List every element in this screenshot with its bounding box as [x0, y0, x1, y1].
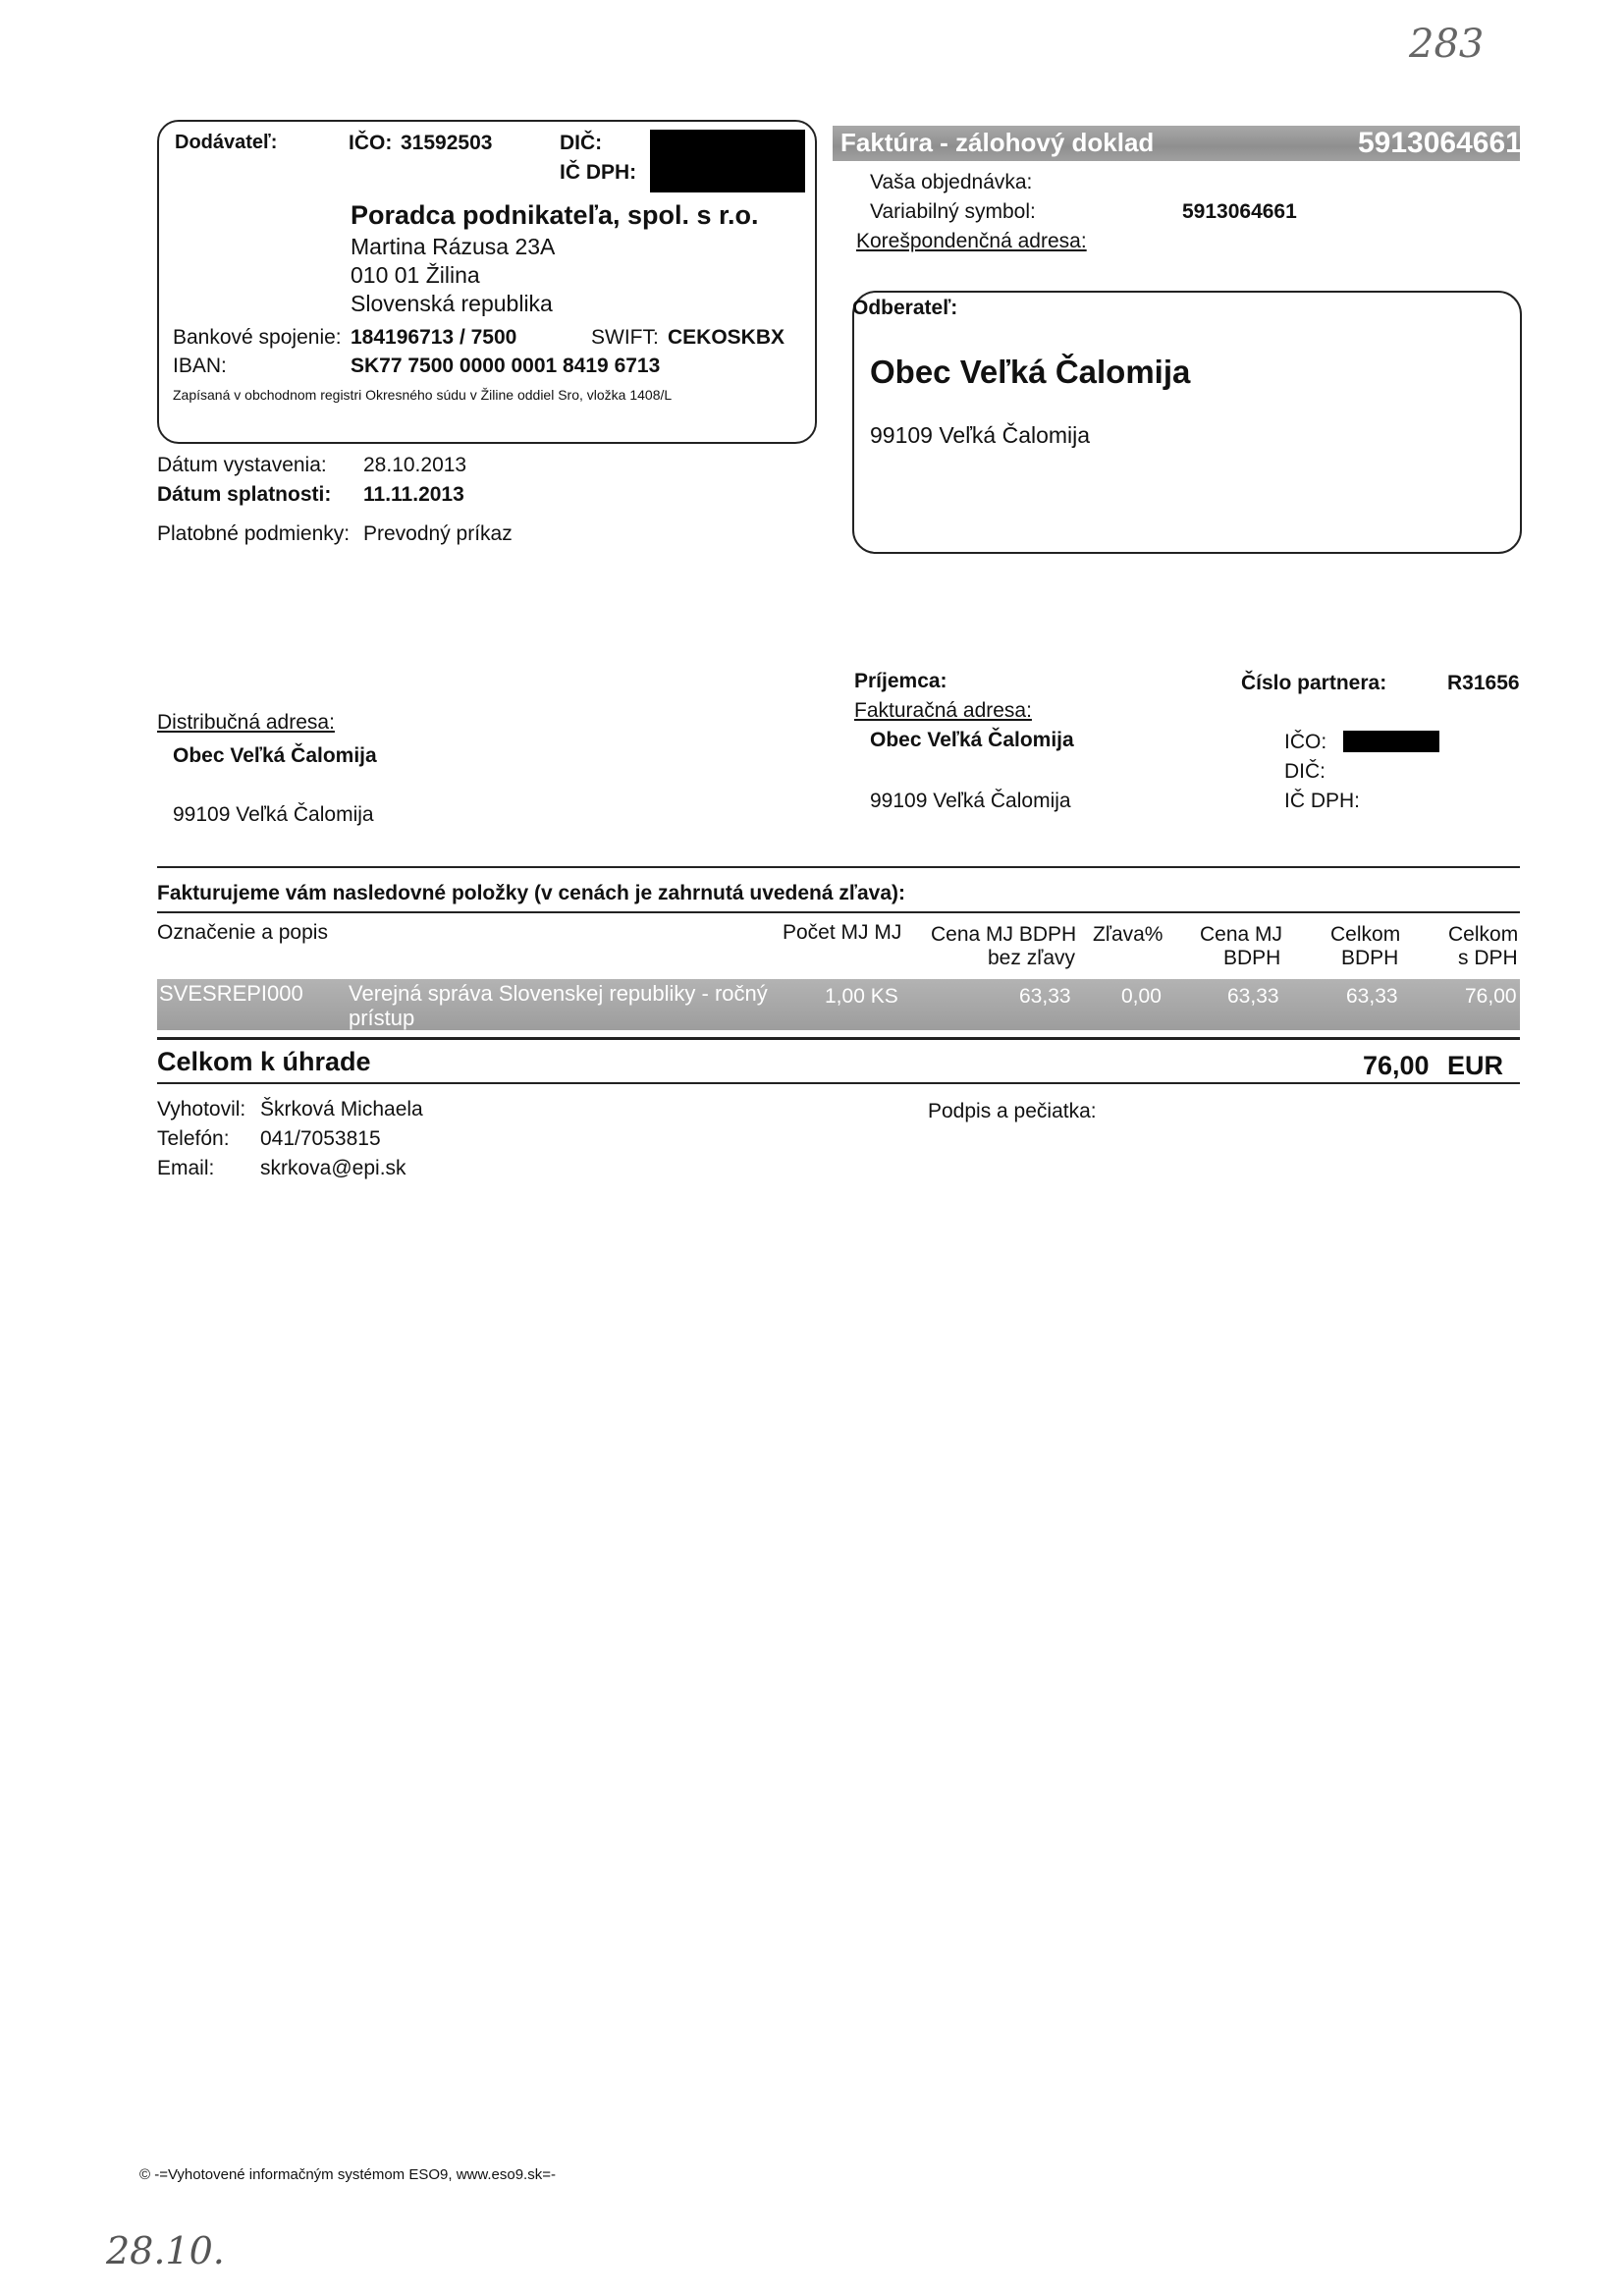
iban-label: IBAN:: [173, 355, 227, 377]
invoice-title: Faktúra - zálohový doklad: [840, 128, 1155, 157]
issue-date-label: Dátum vystavenia:: [157, 454, 327, 476]
buyer-city: 99109 Veľká Čalomija: [870, 422, 1091, 448]
col-total-gross-header: Celkom: [1448, 923, 1519, 946]
bank-label: Bankové spojenie:: [173, 326, 342, 349]
total-rule: [157, 1082, 1520, 1084]
recipient-label: Príjemca:: [854, 670, 947, 692]
supplier-country: Slovenská republika: [351, 291, 553, 316]
col-unit-price-header-2: bez zľavy: [988, 947, 1075, 969]
supplier-street: Martina Rázusa 23A: [351, 234, 556, 259]
total-label: Celkom k úhrade: [157, 1047, 371, 1076]
footer-note: © -=Vyhotovené informačným systémom ESO9, www.eso9.sk=-: [139, 2166, 556, 2183]
supplier-name: Poradca podnikateľa, spol. s r.o.: [351, 200, 759, 230]
supplier-ico: 31592503: [401, 132, 493, 154]
email-value: skrkova@epi.sk: [260, 1157, 406, 1179]
partner-number: R31656: [1447, 672, 1520, 694]
phone-label: Telefón:: [157, 1127, 230, 1150]
item-unit-price: 63,33: [1019, 985, 1071, 1008]
total-currency: EUR: [1447, 1051, 1504, 1080]
vs-label: Variabilný symbol:: [870, 200, 1036, 223]
order-label: Vaša objednávka:: [870, 171, 1033, 193]
items-intro: Fakturujeme vám nasledovné položky (v cenách je zahrnutá uvedená zľava):: [157, 882, 906, 904]
signature-label: Podpis a pečiatka:: [928, 1100, 1097, 1122]
partner-number-label: Číslo partnera:: [1241, 672, 1387, 694]
item-total-gross: 76,00: [1465, 985, 1517, 1008]
items-bottom-rule: [157, 1037, 1520, 1040]
item-qty: 1,00 KS: [825, 985, 898, 1008]
col-total-net-header: Celkom: [1330, 923, 1401, 946]
registry-note: Zapísaná v obchodnom registri Okresného súdu v Žiline oddiel Sro, vložka 1408/L: [173, 387, 673, 403]
recipient-city: 99109 Veľká Čalomija: [870, 790, 1071, 812]
issue-date: 28.10.2013: [363, 454, 467, 476]
buyer-label: Odberateľ:: [852, 297, 958, 319]
due-date: 11.11.2013: [363, 483, 464, 506]
col-total-net-header-2: BDPH: [1341, 947, 1399, 969]
due-date-label: Dátum splatnosti:: [157, 483, 332, 506]
items-top-rule: [157, 866, 1520, 868]
total-amount: 76,00: [1363, 1051, 1430, 1080]
distribution-label: Distribučná adresa:: [157, 711, 335, 734]
col-net-price-header-2: BDPH: [1223, 947, 1281, 969]
redaction-bar-ico: [1343, 731, 1439, 752]
recipient-icdph-label: IČ DPH:: [1284, 790, 1361, 812]
recipient-ico-label: IČO:: [1284, 731, 1327, 753]
vs-value: 5913064661: [1182, 200, 1297, 223]
handwritten-page-number: 283: [1409, 22, 1485, 67]
supplier-dic-label: DIČ:: [560, 132, 603, 154]
terms-label: Platobné podmienky:: [157, 522, 351, 545]
distribution-name: Obec Veľká Čalomija: [173, 744, 377, 767]
redaction-bar: [650, 130, 805, 192]
items-header-rule: [157, 911, 1520, 913]
item-desc-line1: Verejná správa Slovenskej republiky - ročný: [349, 981, 768, 1006]
supplier-label: Dodávateľ:: [175, 132, 278, 153]
buyer-name: Obec Veľká Čalomija: [870, 354, 1191, 390]
issued-by: Škrková Michaela: [260, 1098, 423, 1121]
email-label: Email:: [157, 1157, 215, 1179]
issued-by-label: Vyhotovil:: [157, 1098, 246, 1121]
supplier-ico-label: IČO:: [349, 132, 393, 154]
correspondence-label: Korešpondenčná adresa:: [856, 230, 1087, 252]
swift-code: CEKOSKBX: [668, 326, 785, 349]
item-net-price: 63,33: [1227, 985, 1279, 1008]
col-qty-header: Počet MJ MJ: [783, 921, 902, 944]
phone-value: 041/7053815: [260, 1127, 381, 1150]
handwritten-date: 28.10.: [106, 2229, 225, 2272]
col-net-price-header: Cena MJ: [1200, 923, 1283, 946]
item-total-net: 63,33: [1346, 985, 1398, 1008]
supplier-icdph-label: IČ DPH:: [560, 161, 637, 184]
col-total-gross-header-2: s DPH: [1458, 947, 1518, 969]
swift-label: SWIFT:: [591, 326, 659, 349]
recipient-name: Obec Veľká Čalomija: [870, 729, 1074, 751]
supplier-city: 010 01 Žilina: [351, 262, 480, 288]
col-discount-header: Zľava%: [1093, 923, 1163, 946]
distribution-city: 99109 Veľká Čalomija: [173, 803, 374, 826]
col-unit-price-header: Cena MJ BDPH: [931, 923, 1077, 946]
iban-value: SK77 7500 0000 0001 8419 6713: [351, 355, 661, 377]
item-discount: 0,00: [1121, 985, 1162, 1008]
col-desc-header: Označenie a popis: [157, 921, 328, 944]
bank-account: 184196713 / 7500: [351, 326, 517, 349]
item-code: SVESREPI000: [159, 981, 303, 1006]
terms-value: Prevodný príkaz: [363, 522, 513, 545]
recipient-dic-label: DIČ:: [1284, 760, 1325, 783]
invoice-number: 5913064661: [1358, 127, 1522, 159]
item-desc-line2: prístup: [349, 1006, 415, 1030]
billing-address-label: Fakturačná adresa:: [854, 699, 1032, 722]
